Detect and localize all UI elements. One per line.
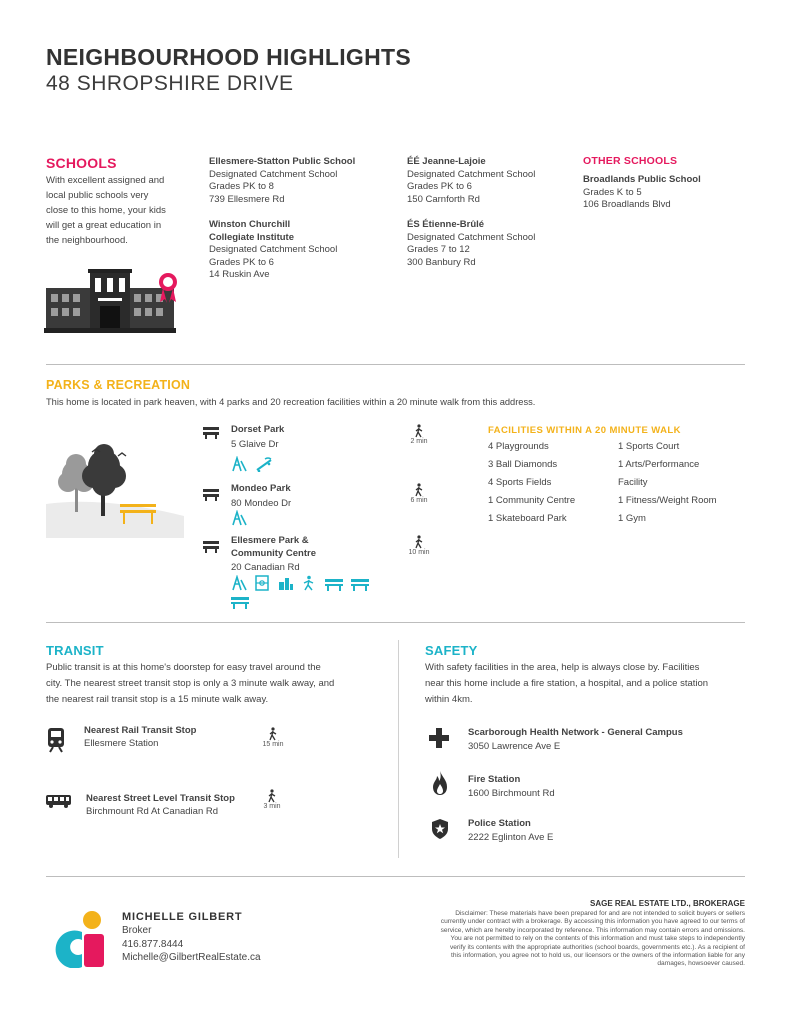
page-address: 48 SHROPSHIRE DRIVE xyxy=(46,72,294,95)
school-name: Winston Churchill xyxy=(209,219,291,230)
street-stop-name: Birchmount Rd At Canadian Rd xyxy=(86,805,219,817)
park-name: Ellesmere Park & xyxy=(231,535,309,546)
school-building-icon xyxy=(44,266,184,334)
park-ellesmere xyxy=(231,535,316,575)
schools-intro-line: close to this home, your kids xyxy=(46,205,166,216)
school-address: 106 Broadlands Blvd xyxy=(583,199,671,210)
police-badge-icon xyxy=(432,819,448,839)
park-name: Dorset Park xyxy=(231,424,285,435)
walk-time: 3 min xyxy=(263,803,281,810)
park-mondeo-walk xyxy=(405,483,433,504)
facilities-list-2 xyxy=(618,438,717,528)
hospital-cross-icon xyxy=(429,728,449,748)
school-address: 14 Ruskin Ave xyxy=(209,269,270,280)
schools-intro-line: With excellent assigned and xyxy=(46,175,165,186)
school-broadlands xyxy=(583,174,753,212)
park-mondeo-amenities xyxy=(231,510,251,531)
facility-item: 1 Sports Court xyxy=(618,441,680,452)
agent-phone: 416.877.8444 xyxy=(122,938,184,950)
disclaimer-line: verify its contents with the appropriate authorities (school boards, governments etc.). As a recipient of xyxy=(449,943,745,951)
column-divider xyxy=(398,640,399,858)
police-station xyxy=(468,818,553,844)
schools-intro xyxy=(46,173,191,248)
fire-station-name: Fire Station xyxy=(468,774,521,785)
bench-icon xyxy=(351,577,369,591)
facility-item: 1 Gym xyxy=(618,513,646,524)
hospital xyxy=(468,727,683,753)
facilities-heading: FACILITIES WITHIN A 20 MINUTE WALK xyxy=(488,425,681,436)
walking-icon xyxy=(414,483,424,497)
sports-field-icon xyxy=(255,575,269,591)
park-mondeo xyxy=(231,483,291,510)
school-grades: Grades PK to 6 xyxy=(209,256,274,268)
playground-icon xyxy=(231,510,247,526)
school-address: 150 Carnforth Rd xyxy=(407,193,480,205)
police-station-name: Police Station xyxy=(468,818,531,829)
fire-station xyxy=(468,774,555,800)
fire-station-address: 1600 Birchmount Rd xyxy=(468,787,555,799)
page-title: NEIGHBOURHOOD HIGHLIGHTS xyxy=(46,44,411,70)
disclaimer-line: currently under contract with a brokerage. By accessing this information you have agreed to our terms of xyxy=(440,918,745,926)
parks-intro: This home is located in park heaven, with 4 parks and 20 recreation facilities within a 20 minute walk from this address. xyxy=(46,397,536,407)
school-name: Collegiate Institute xyxy=(209,231,294,243)
safety-heading: SAFETY xyxy=(425,643,478,658)
facility-item: 1 Arts/Performance xyxy=(618,459,700,470)
park-dorset xyxy=(231,424,284,451)
street-stop-label: Nearest Street Level Transit Stop xyxy=(86,793,235,804)
safety-intro xyxy=(425,660,708,708)
walk-time: 6 min xyxy=(410,497,428,504)
disclaimer-line: You are not permitted to rely on the contents of this information and must take steps to independently xyxy=(450,935,745,943)
divider xyxy=(46,622,745,623)
school-grades: Grades K to 5 xyxy=(583,186,642,198)
agent-logo xyxy=(46,910,106,968)
walking-icon xyxy=(267,789,277,803)
school-ellesmere-statton xyxy=(209,156,389,206)
bus-icon xyxy=(46,794,71,808)
school-name: Ellesmere-Statton Public School xyxy=(209,156,356,167)
street-walk xyxy=(258,789,286,810)
park-address: 80 Mondeo Dr xyxy=(231,497,292,509)
facility-item: 1 Skateboard Park xyxy=(488,513,567,524)
park-ellesmere-amenities-2 xyxy=(231,595,253,614)
transit-heading: TRANSIT xyxy=(46,643,104,658)
facility-item: Facility xyxy=(618,477,648,488)
divider xyxy=(46,876,745,877)
agent-role: Broker xyxy=(122,925,152,936)
school-grades: Grades 7 to 12 xyxy=(407,244,470,255)
rail-stop-label: Nearest Rail Transit Stop xyxy=(84,725,197,736)
safety-intro-line: near this home include a fire station, a hospital, and a police station xyxy=(425,678,709,689)
bench-icon xyxy=(203,541,219,553)
park-address: 5 Glaive Dr xyxy=(231,438,279,450)
facility-item: 1 Fitness/Weight Room xyxy=(618,495,717,506)
disclaimer xyxy=(345,910,745,969)
disclaimer-line: this information, you agree not to hold us, our licensors or the owners of the information liable for any xyxy=(451,952,745,960)
school-address: 739 Ellesmere Rd xyxy=(209,193,285,205)
park-dorset-walk xyxy=(405,424,433,445)
school-name: ÉS Étienne-Brûlé xyxy=(407,219,485,230)
fire-icon xyxy=(432,770,448,796)
agent-name: MICHELLE GILBERT xyxy=(122,911,243,923)
school-type: Designated Catchment School xyxy=(407,231,536,243)
disclaimer-line: Disclaimer: These materials have been prepared for and are not intended to solicit buyers or sellers xyxy=(455,910,745,917)
bench-icon xyxy=(231,595,249,609)
rail-stop-name: Ellesmere Station xyxy=(84,737,159,749)
park-name: Community Centre xyxy=(231,547,316,559)
safety-intro-line: With safety facilities in the area, help is always close by. Facilities xyxy=(425,662,700,673)
street-stop xyxy=(86,793,235,818)
transit-intro-line: the nearest rail transit stop is a 15 minute walk away. xyxy=(46,694,269,705)
disclaimer-line: damages, howsoever caused. xyxy=(657,960,745,968)
school-grades: Grades PK to 8 xyxy=(209,181,274,192)
fitness-icon xyxy=(302,575,316,591)
community-centre-icon xyxy=(278,575,294,591)
school-winston-churchill xyxy=(209,219,389,282)
rail-walk xyxy=(259,727,287,748)
agent-info xyxy=(122,911,261,965)
brokerage-name: SAGE REAL ESTATE LTD., BROKERAGE xyxy=(590,899,745,908)
transit-intro-line: Public transit is at this home's doorstep for easy travel around the xyxy=(46,662,321,673)
park-dorset-amenities xyxy=(231,456,277,477)
brokerage-block xyxy=(345,899,745,969)
transit-intro-line: city. The nearest street transit stop is only a 3 minute walk away, and xyxy=(46,678,335,689)
police-station-address: 2222 Eglinton Ave E xyxy=(468,831,554,843)
school-jeanne-lajoie xyxy=(407,156,577,206)
school-type: Designated Catchment School xyxy=(209,168,338,180)
bench-icon xyxy=(203,489,219,501)
hospital-name: Scarborough Health Network - General Campus xyxy=(468,727,683,738)
school-name: ÉÉ Jeanne-Lajoie xyxy=(407,156,486,167)
school-type: Designated Catchment School xyxy=(209,244,338,255)
bench-icon xyxy=(203,427,219,439)
school-type: Designated Catchment School xyxy=(407,168,536,180)
walking-icon xyxy=(414,424,424,438)
park-ellesmere-walk xyxy=(405,535,433,556)
playground-icon xyxy=(231,456,247,472)
park-name: Mondeo Park xyxy=(231,483,291,494)
school-grades: Grades PK to 6 xyxy=(407,181,472,192)
walk-time: 10 min xyxy=(408,549,430,556)
facility-item: 4 Sports Fields xyxy=(488,477,552,488)
park-address: 20 Canadian Rd xyxy=(231,562,300,573)
bench-icon xyxy=(325,577,343,591)
safety-intro-line: within 4km. xyxy=(425,694,473,705)
transit-intro xyxy=(46,660,334,708)
facility-item: 4 Playgrounds xyxy=(488,441,549,452)
park-ellesmere-amenities xyxy=(231,575,381,596)
school-etienne-brule xyxy=(407,219,577,269)
facility-item: 3 Ball Diamonds xyxy=(488,459,558,470)
school-name: Broadlands Public School xyxy=(583,174,701,185)
rail-stop xyxy=(84,725,196,750)
walk-time: 2 min xyxy=(410,438,428,445)
schools-intro-line: local public schools very xyxy=(46,190,149,201)
other-schools-heading: OTHER SCHOOLS xyxy=(583,155,678,167)
walk-time: 15 min xyxy=(262,741,284,748)
walking-icon xyxy=(268,727,278,741)
school-address: 300 Banbury Rd xyxy=(407,256,476,268)
skateboard-icon xyxy=(255,456,273,472)
facilities-list-1 xyxy=(488,438,575,528)
schools-intro-line: the neighbourhood. xyxy=(46,235,128,246)
parks-heading: PARKS & RECREATION xyxy=(46,378,191,392)
playground-icon xyxy=(231,575,247,591)
walking-icon xyxy=(414,535,424,549)
train-icon xyxy=(46,727,66,753)
schools-intro-line: will get a great education in xyxy=(46,220,162,231)
agent-email[interactable]: Michelle@GilbertRealEstate.ca xyxy=(122,952,261,963)
divider xyxy=(46,364,745,365)
hospital-address: 3050 Lawrence Ave E xyxy=(468,740,561,752)
schools-heading: SCHOOLS xyxy=(46,155,117,171)
park-illustration-icon xyxy=(44,438,186,540)
facility-item: 1 Community Centre xyxy=(488,495,576,506)
disclaimer-line: service, which are hereby incorporated by reference. This information may contain errors and omissions. xyxy=(440,926,745,934)
